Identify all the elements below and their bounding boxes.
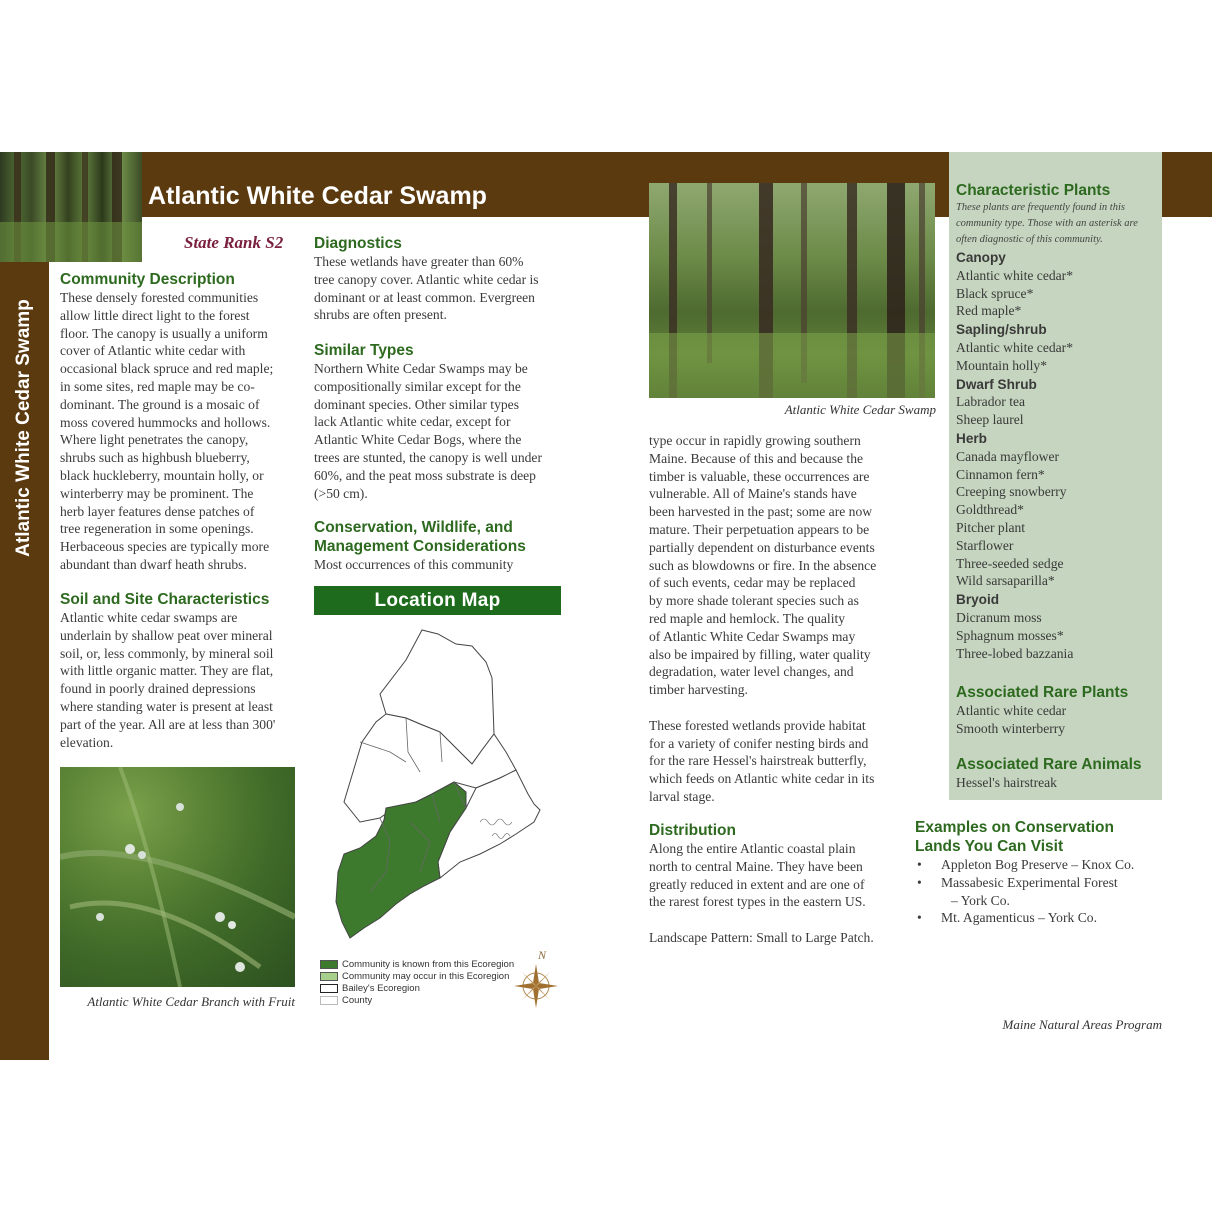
text-line: Where light penetrates the canopy,	[60, 432, 249, 448]
conservation-section	[314, 518, 564, 574]
text-line: Along the entire Atlantic coastal plain	[649, 841, 856, 856]
legend-label: Bailey's Ecoregion	[342, 982, 420, 994]
location-map-heading	[314, 586, 561, 615]
diagnostics-heading: Diagnostics	[314, 235, 402, 252]
bullet: •	[917, 874, 922, 890]
example-line: Massabesic Experimental Forest	[941, 874, 1118, 890]
plant-item: Black spruce*	[956, 285, 1034, 301]
text-line: larval stage.	[649, 788, 715, 804]
examples-list	[915, 856, 1175, 927]
text-line: occasional black spruce and red maple;	[60, 361, 274, 377]
plant-item: Sheep laurel	[956, 412, 1024, 428]
soil-heading: Soil and Site Characteristics	[60, 591, 270, 608]
characteristic-plants-heading: Characteristic Plants	[956, 182, 1111, 199]
plant-item: Three-lobed bazzania	[956, 645, 1074, 661]
rare-plants-section	[956, 683, 1160, 738]
text-line: 60%, and the peat moss substrate is deep	[314, 467, 536, 483]
plant-item: Red maple*	[956, 303, 1022, 319]
text-line: for a variety of conifer nesting birds and	[649, 735, 869, 751]
note-line: These plants are frequently found in this	[956, 202, 1125, 213]
example-line: – York Co.	[951, 892, 1010, 908]
soil-section	[60, 590, 305, 751]
text-line: been harvested in the past; some are now	[649, 504, 873, 520]
footer-credit: Maine Natural Areas Program	[1002, 1017, 1162, 1032]
text-line: abundant than dwarf heath shrubs.	[60, 556, 247, 572]
community-description-heading: Community Description	[60, 271, 235, 288]
distribution-heading: Distribution	[649, 822, 736, 839]
legend-label: Community may occur in this Ecoregion	[342, 970, 510, 982]
note-line: often diagnostic of this community.	[956, 234, 1103, 245]
rare-plant-item: Smooth winterberry	[956, 720, 1066, 736]
legend-swatch-county	[320, 996, 338, 1005]
rare-plants-heading: Associated Rare Plants	[956, 684, 1129, 701]
legend-swatch-known	[320, 960, 338, 969]
header-band-right	[1162, 152, 1212, 217]
conservation-heading-line2: Management Considerations	[314, 538, 526, 555]
legend-swatch-may-occur	[320, 972, 338, 981]
text-line: Atlantic White Cedar Bogs, where the	[314, 432, 522, 448]
plant-item: Pitcher plant	[956, 519, 1026, 535]
forest-photo	[649, 183, 935, 398]
text-line: for the rare Hessel's hairstreak butterfly,	[649, 753, 867, 769]
distribution-text	[649, 840, 909, 947]
similar-types-heading: Similar Types	[314, 342, 414, 359]
text-line: (>50 cm).	[314, 485, 368, 501]
rare-animals-heading: Associated Rare Animals	[956, 756, 1142, 773]
text-line: shrubs such as highbush blueberry,	[60, 450, 250, 466]
similar-types-text	[314, 360, 564, 502]
forest-photo-caption: Atlantic White Cedar Swamp	[784, 402, 936, 417]
text-line: greatly reduced in extent and are one of	[649, 876, 865, 892]
text-line: partially dependent on disturbance events	[649, 539, 875, 555]
rare-animals-section	[956, 755, 1160, 792]
text-line: These wetlands have greater than 60%	[314, 254, 524, 269]
text-line: found in poorly drained depressions	[60, 681, 256, 697]
conservation-intro: Most occurrences of this community	[314, 557, 514, 572]
diagnostics-section	[314, 234, 564, 324]
text-line: black huckleberry, mountain holly, or	[60, 467, 264, 483]
location-map-heading-label: Location Map	[374, 590, 501, 611]
plant-item: Labrador tea	[956, 394, 1026, 410]
plant-item: Cinnamon fern*	[956, 466, 1045, 482]
plant-item: Goldthread*	[956, 502, 1024, 518]
text-line: by more shade tolerant species such as	[649, 593, 859, 609]
cedar-branch-photo	[60, 767, 295, 987]
example-line: Appleton Bog Preserve – Knox Co.	[941, 857, 1135, 872]
text-line: tree regeneration in some openings.	[60, 521, 254, 537]
text-line: herb layer features dense patches of	[60, 503, 255, 519]
text-line: underlain by shallow peat over mineral	[60, 627, 273, 643]
text-line: timber harvesting.	[649, 682, 748, 698]
header-forest-photo	[0, 152, 142, 262]
soil-text	[60, 609, 305, 751]
legend-row-may-occur	[320, 970, 520, 982]
text-line: with little organic matter. They are flat,	[60, 663, 274, 679]
example-item	[915, 856, 1175, 874]
legend-row-county	[320, 994, 520, 1006]
plant-item: Atlantic white cedar*	[956, 267, 1074, 283]
landscape-pattern: Landscape Pattern: Small to Large Patch.	[649, 929, 874, 945]
text-line: compositionally similar except for the	[314, 378, 521, 394]
text-line: degradation, water level changes, and	[649, 664, 854, 680]
conservation-heading-line1: Conservation, Wildlife, and	[314, 519, 513, 536]
characteristic-plants-section	[956, 181, 1160, 662]
diagnostics-text	[314, 253, 564, 324]
legend-row-known	[320, 958, 520, 970]
community-description-text	[60, 289, 305, 574]
community-description-section	[60, 270, 305, 574]
text-line: trees are stunted, the canopy is well under	[314, 449, 542, 465]
examples-section	[915, 818, 1175, 927]
page-title: Atlantic White Cedar Swamp	[148, 182, 487, 210]
text-line: of such events, cedar may be replaced	[649, 575, 856, 591]
text-line: such as blowdowns or fire. In the absence	[649, 557, 877, 573]
plant-category-herb: Herb	[956, 430, 987, 446]
rare-animal-item: Hessel's hairstreak	[956, 775, 1057, 790]
examples-heading-line1: Examples on Conservation	[915, 819, 1114, 836]
text-line: moss covered hummocks and hollows.	[60, 414, 271, 430]
plant-item: Canada mayflower	[956, 448, 1060, 464]
text-line: shrubs are often present.	[314, 307, 447, 323]
note-line: community type. Those with an asterisk are	[956, 218, 1138, 229]
text-line: Maine. Because of this and because the	[649, 450, 864, 466]
maine-map	[320, 622, 550, 947]
text-line: elevation.	[60, 734, 114, 750]
example-line: Mt. Agamenticus – York Co.	[941, 910, 1097, 926]
conservation-continued-text	[649, 432, 909, 806]
text-line: dominant or at least common. Evergreen	[314, 289, 535, 305]
text-line: north to central Maine. They have been	[649, 858, 863, 874]
map-legend	[320, 958, 520, 1006]
text-line: mature. Their perpetuation appears to be	[649, 521, 870, 537]
plant-category-sapling: Sapling/shrub	[956, 322, 1047, 338]
text-line: tree canopy cover. Atlantic white cedar is	[314, 271, 539, 287]
state-rank: State Rank S2	[184, 233, 284, 252]
distribution-section	[649, 821, 909, 947]
plant-category-bryoid: Bryoid	[956, 592, 1000, 608]
text-line: cover of Atlantic white cedar with	[60, 343, 246, 359]
cedar-branch-caption: Atlantic White Cedar Branch with Fruit	[87, 994, 295, 1009]
rare-plant-item: Atlantic white cedar	[956, 703, 1067, 718]
text-line: which feeds on Atlantic white cedar in its	[649, 771, 875, 787]
text-line: soil, or, less commonly, by mineral soil	[60, 645, 274, 661]
text-line: allow little direct light to the forest	[60, 307, 250, 323]
text-line: Atlantic white cedar swamps are	[60, 610, 238, 625]
text-line: vulnerable. All of Maine's stands have	[649, 486, 857, 502]
bullet: •	[917, 910, 922, 926]
example-item	[915, 909, 1175, 927]
text-line: dominant species. Other similar types	[314, 396, 519, 412]
compass-rose-icon	[512, 950, 560, 1008]
text-line: These forested wetlands provide habitat	[649, 717, 866, 733]
plant-list	[956, 249, 1160, 662]
text-line: These densely forested communities	[60, 290, 259, 305]
text-line: in some sites, red maple may be co-	[60, 378, 255, 394]
legend-label: County	[342, 994, 373, 1006]
plant-item: Starflower	[956, 537, 1014, 553]
text-line: where standing water is present at least	[60, 698, 273, 714]
plant-item: Mountain holly*	[956, 357, 1048, 373]
text-line: floor. The canopy is usually a uniform	[60, 325, 268, 341]
bullet: •	[917, 857, 922, 872]
text-line: timber is valuable, these occurrences are	[649, 468, 870, 484]
text-line: the rarest forest types in the eastern US.	[649, 894, 866, 910]
plant-item: Three-seeded sedge	[956, 555, 1064, 571]
text-line: Herbaceous species are typically more	[60, 539, 270, 555]
plant-category-canopy: Canopy	[956, 250, 1006, 265]
text-line: winterberry may be prominent. The	[60, 485, 254, 501]
legend-row-ecoregion	[320, 982, 520, 994]
plant-item: Wild sarsaparilla*	[956, 573, 1055, 589]
plant-item: Sphagnum mosses*	[956, 627, 1064, 643]
legend-swatch-ecoregion	[320, 984, 338, 993]
example-item	[915, 874, 1175, 910]
text-line: lack Atlantic white cedar, except for	[314, 414, 511, 430]
plant-category-dwarf-shrub: Dwarf Shrub	[956, 376, 1037, 392]
text-line: also be impaired by filling, water quality	[649, 646, 871, 662]
plant-item: Atlantic white cedar*	[956, 339, 1074, 355]
plant-item: Dicranum moss	[956, 609, 1042, 625]
text-line: Northern White Cedar Swamps may be	[314, 361, 528, 376]
characteristic-plants-note	[956, 200, 1160, 248]
side-title: Atlantic White Cedar Swamp	[13, 299, 34, 557]
text-line: dominant. The ground is a mosaic of	[60, 396, 260, 412]
text-line: of Atlantic White Cedar Swamps may	[649, 628, 856, 644]
legend-label: Community is known from this Ecoregion	[342, 958, 515, 970]
plant-item: Creeping snowberry	[956, 484, 1067, 500]
text-line: type occur in rapidly growing southern	[649, 433, 861, 448]
similar-types-section	[314, 341, 564, 502]
compass-north-label: N	[538, 948, 547, 962]
text-line: red maple and hemlock. The quality	[649, 610, 846, 626]
examples-heading-line2: Lands You Can Visit	[915, 838, 1064, 855]
text-line: part of the year. All are at less than 300'	[60, 716, 276, 732]
